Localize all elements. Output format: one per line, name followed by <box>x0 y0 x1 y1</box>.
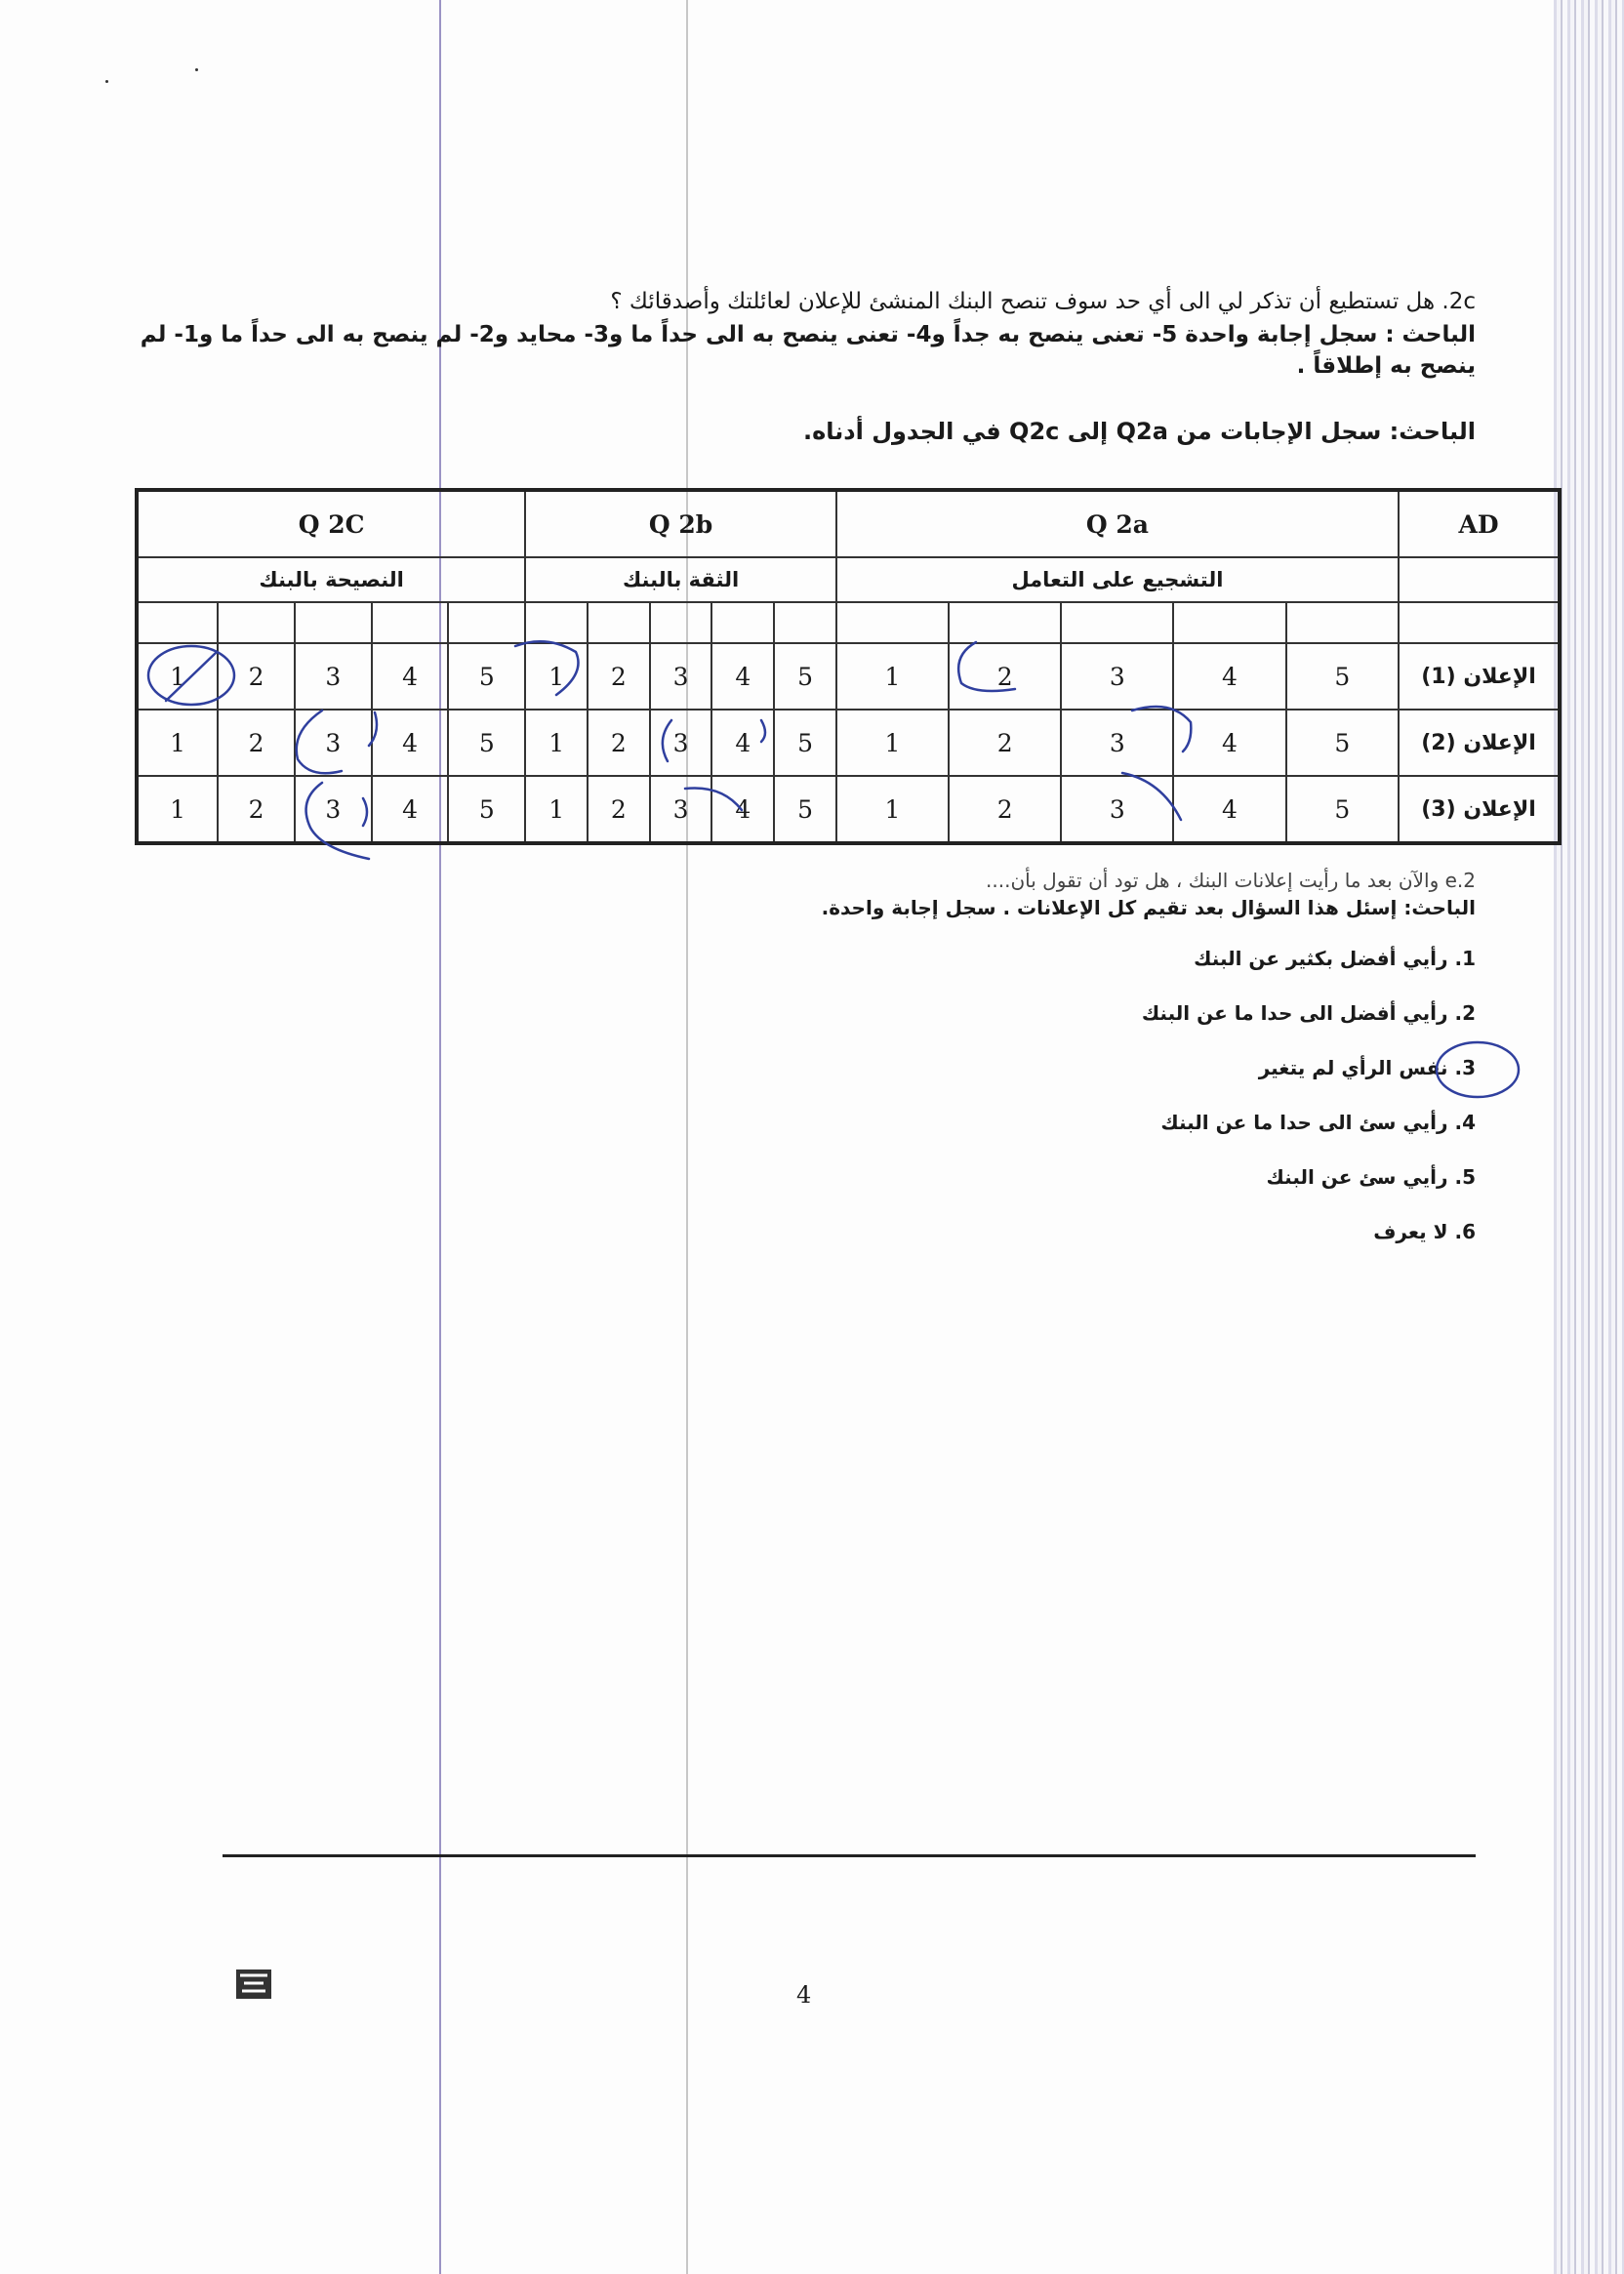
group-label-q2a: التشجيع على التعامل <box>836 557 1399 602</box>
scale-cell[interactable]: 1 <box>836 776 949 843</box>
group-header-q2c: Q 2C <box>137 490 525 557</box>
table-header-row <box>137 490 1560 557</box>
scale-cell[interactable]: 3 <box>650 776 712 843</box>
company-logo <box>234 1964 273 2003</box>
scale-cell[interactable]: 4 <box>372 643 449 710</box>
scale-cell[interactable]: 4 <box>711 776 774 843</box>
scale-cell[interactable]: 1 <box>137 710 218 776</box>
scale-cell[interactable]: 4 <box>1173 643 1285 710</box>
scale-cell[interactable]: 2 <box>949 710 1061 776</box>
answer-option-1[interactable]: 1. رأيي أفضل بكثير عن البنك <box>1194 947 1476 970</box>
scale-cell[interactable]: 1 <box>137 776 218 843</box>
scale-cell[interactable]: 2 <box>949 643 1061 710</box>
answer-option-5[interactable]: 5. رأيي سئ عن البنك <box>1266 1165 1476 1189</box>
scale-cell[interactable]: 4 <box>1173 710 1285 776</box>
question-2c-intro: 2c. هل تستطيع أن تذكر لي الى أي حد سوف تنصح البنك المنشئ للإعلان لعائلتك وأصدقائك ؟ <box>610 289 1476 314</box>
scale-cell[interactable]: 1 <box>525 643 588 710</box>
question-2e-instruction: الباحث: إسئل هذا السؤال بعد تقيم كل الإعلانات . سجل إجابة واحدة. <box>821 896 1476 919</box>
scale-cell[interactable]: 1 <box>525 710 588 776</box>
scale-cell[interactable]: 2 <box>218 776 295 843</box>
scale-cell[interactable]: 2 <box>588 776 650 843</box>
record-instruction: الباحث: سجل الإجابات من Q2a إلى Q2c في الجدول أدناه. <box>802 418 1476 445</box>
scale-cell[interactable]: 4 <box>372 710 449 776</box>
scale-cell[interactable]: 5 <box>774 643 836 710</box>
row-label-ad3: الإعلان (3) <box>1399 776 1560 843</box>
subheader-blank <box>1399 557 1560 602</box>
scan-speck <box>195 68 198 71</box>
scale-cell[interactable]: 5 <box>1286 710 1399 776</box>
scale-cell[interactable]: 2 <box>218 643 295 710</box>
footer-rule <box>223 1854 1476 1857</box>
answer-option-4[interactable]: 4. رأيي سئ الى حدا ما عن البنك <box>1160 1111 1476 1134</box>
table-row <box>137 643 1560 710</box>
scale-cell[interactable]: 3 <box>1061 776 1173 843</box>
scale-cell[interactable]: 1 <box>836 643 949 710</box>
scale-cell[interactable]: 2 <box>588 710 650 776</box>
table-subheader-row <box>137 557 1560 602</box>
scale-cell[interactable]: 3 <box>295 710 372 776</box>
scale-cell[interactable]: 1 <box>137 643 218 710</box>
scale-cell[interactable]: 5 <box>774 776 836 843</box>
table-row <box>137 776 1560 843</box>
scale-cell[interactable]: 4 <box>711 710 774 776</box>
scale-cell[interactable]: 3 <box>650 643 712 710</box>
scan-edge-band <box>1554 0 1624 2274</box>
answer-option-3[interactable]: 3. نفس الرأي لم يتغير <box>1258 1056 1476 1079</box>
scale-cell[interactable]: 4 <box>372 776 449 843</box>
corner-label: AD <box>1399 490 1560 557</box>
scale-cell[interactable]: 1 <box>836 710 949 776</box>
table-row <box>137 710 1560 776</box>
scale-cell[interactable]: 4 <box>1173 776 1285 843</box>
group-label-q2c: النصيحة بالبنك <box>137 557 525 602</box>
scale-cell[interactable]: 3 <box>1061 710 1173 776</box>
scale-cell[interactable]: 1 <box>525 776 588 843</box>
scale-cell[interactable]: 5 <box>1286 776 1399 843</box>
question-2c-instruction-cont: ينصح به إطلاقاً . <box>1296 353 1476 379</box>
scale-cell[interactable]: 5 <box>1286 643 1399 710</box>
scale-cell[interactable]: 5 <box>448 776 525 843</box>
group-header-q2b: Q 2b <box>525 490 836 557</box>
scale-cell[interactable]: 5 <box>448 710 525 776</box>
answer-option-2[interactable]: 2. رأيي أفضل الى حدا ما عن البنك <box>1141 1001 1476 1025</box>
page-number: 4 <box>796 1981 812 2009</box>
scale-cell[interactable]: 4 <box>711 643 774 710</box>
scale-cell[interactable]: 5 <box>774 710 836 776</box>
scale-cell[interactable]: 3 <box>295 776 372 843</box>
scale-cell[interactable]: 3 <box>650 710 712 776</box>
question-2c-instruction: الباحث : سجل إجابة واحدة 5- تعنى ينصح به جداً و4- تعنى ينصح به الى حداً ما و3- محايد و2- لم ينصح به الى حداً ما و1- لم <box>140 322 1476 347</box>
group-label-q2b: الثقة بالبنك <box>525 557 836 602</box>
row-label-ad2: الإعلان (2) <box>1399 710 1560 776</box>
table-spacer-row <box>137 602 1560 643</box>
scale-cell[interactable]: 2 <box>949 776 1061 843</box>
scale-cell[interactable]: 3 <box>295 643 372 710</box>
response-table <box>135 488 1562 845</box>
answer-option-6[interactable]: 6. لا يعرف <box>1373 1220 1476 1243</box>
row-label-ad1: الإعلان (1) <box>1399 643 1560 710</box>
scan-speck <box>105 80 108 83</box>
scale-cell[interactable]: 2 <box>588 643 650 710</box>
scale-cell[interactable]: 2 <box>218 710 295 776</box>
group-header-q2a: Q 2a <box>836 490 1399 557</box>
question-2e-text: 2.e والآن بعد ما رأيت إعلانات البنك ، هل تود أن تقول بأن.... <box>986 869 1476 892</box>
scale-cell[interactable]: 5 <box>448 643 525 710</box>
scale-cell[interactable]: 3 <box>1061 643 1173 710</box>
